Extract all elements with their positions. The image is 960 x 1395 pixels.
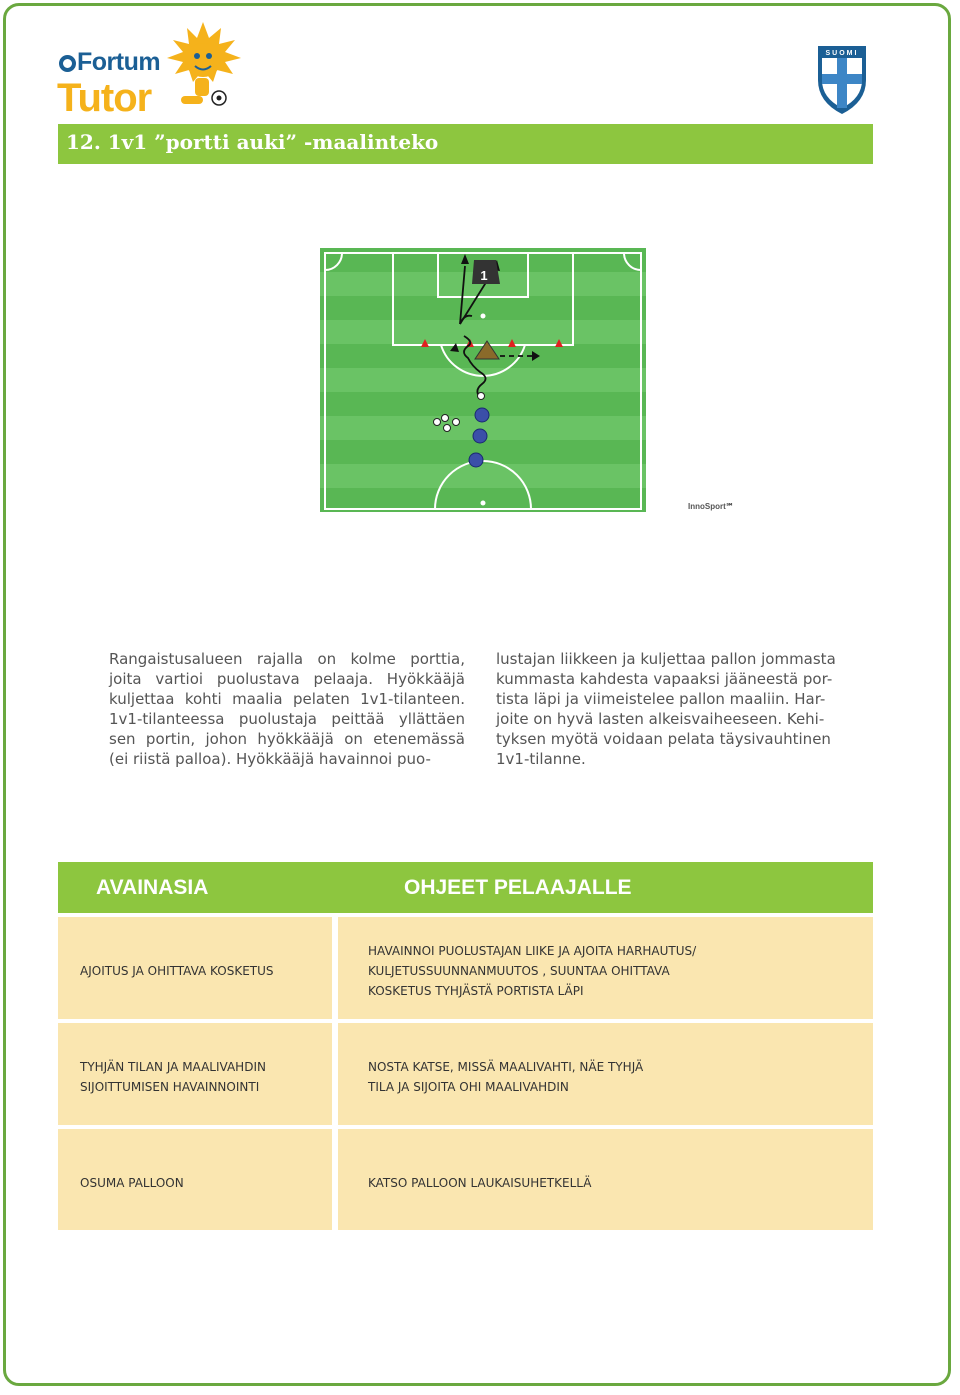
text-line: lustajan liikkeen ja kuljettaa pallon jommasta (496, 650, 836, 668)
cell-text: KOSKETUS TYHJÄSTÄ PORTISTA LÄPI (368, 984, 584, 998)
table-cell-key (58, 917, 332, 1019)
description-right (496, 649, 852, 769)
text-line: kuljettaa kohti maalia pelaten 1v1-tilanteen. (109, 690, 465, 708)
text-line: (ei riistä palloa). Hyökkääjä havainnoi puo- (109, 750, 431, 768)
attacker-2 (473, 429, 487, 443)
fortum-mark-icon (59, 55, 76, 72)
drill-diagram (320, 248, 646, 512)
cell-text: OSUMA PALLOON (80, 1176, 184, 1190)
tutor-wordmark: Tutor (57, 76, 152, 120)
table-cell-instruction (338, 917, 873, 1019)
ball-4 (453, 419, 460, 426)
text-line: kummasta kahdesta vapaaksi jääneestä por- (496, 670, 833, 688)
column-header-instructions: OHJEET PELAAJALLE (404, 876, 632, 899)
cell-text: AJOITUS JA OHITTAVA KOSKETUS (80, 964, 274, 978)
text-line: Rangaistusalueen rajalla on kolme porttia, (109, 650, 465, 668)
text-line: sen portin, johon hyökkääjä on etenemässä (109, 730, 465, 748)
text-line: joita vartioi puolustava pelaaja. Hyökkääjä (109, 670, 465, 688)
text-line: 1v1-tilanne. (496, 750, 586, 768)
fortum-wordmark (59, 48, 160, 77)
cell-text: KATSO PALLOON LAUKAISUHETKELLÄ (368, 1176, 592, 1190)
player-number: 1 (480, 268, 488, 283)
cell-text: NOSTA KATSE, MISSÄ MAALIVAHTI, NÄE TYHJÄ (368, 1060, 644, 1074)
cell-text: TYHJÄN TILAN JA MAALIVAHDIN (80, 1060, 266, 1074)
table-cell-key (58, 1023, 332, 1125)
cell-text: TILA JA SIJOITA OHI MAALIVAHDIN (368, 1080, 569, 1094)
cell-text: SIJOITTUMISEN HAVAINNOINTI (80, 1080, 260, 1094)
ball-2 (442, 415, 449, 422)
table-cell-instruction (338, 1129, 873, 1230)
cell-text: HAVAINNOI PUOLUSTAJAN LIIKE JA AJOITA HARHAUTUS/ (368, 944, 697, 958)
page-title: 12. 1v1 ”portti auki” -maalinteko (66, 130, 439, 154)
ball-3 (444, 425, 451, 432)
mascot-icon (163, 20, 243, 115)
diagram-credit: InnoSport℠ (688, 502, 734, 511)
text-line: joite on hyvä lasten alkeisvaiheeseen. Kehi- (496, 710, 825, 728)
table-cell-instruction (338, 1023, 873, 1125)
player-number-badge (472, 260, 500, 284)
table-header (58, 862, 873, 913)
football-association-crest (814, 42, 870, 116)
attacker-1 (475, 408, 489, 422)
column-header-key-points: AVAINASIA (96, 876, 209, 899)
crest-text: SUOMI (825, 50, 859, 57)
title-bar (58, 124, 873, 164)
text-line: tyksen myötä voidaan pelata täysivauhtinen (496, 730, 831, 748)
text-line: 1v1-tilanteessa puolustaja peittää yllättäen (109, 710, 465, 728)
description-left (109, 649, 465, 769)
cell-text: KULJETUSSUUNNANMUUTOS , SUUNTAA OHITTAVA (368, 964, 670, 978)
text-line: tista läpi ja viimeistelee pallon maaliin. Har- (496, 690, 826, 708)
table-cell-key (58, 1129, 332, 1230)
ball-1 (434, 419, 441, 426)
fortum-tutor-logo (55, 20, 245, 120)
ball-dribble (478, 393, 485, 400)
attacker-3 (469, 453, 483, 467)
brand-top-text: Fortum (77, 48, 161, 76)
